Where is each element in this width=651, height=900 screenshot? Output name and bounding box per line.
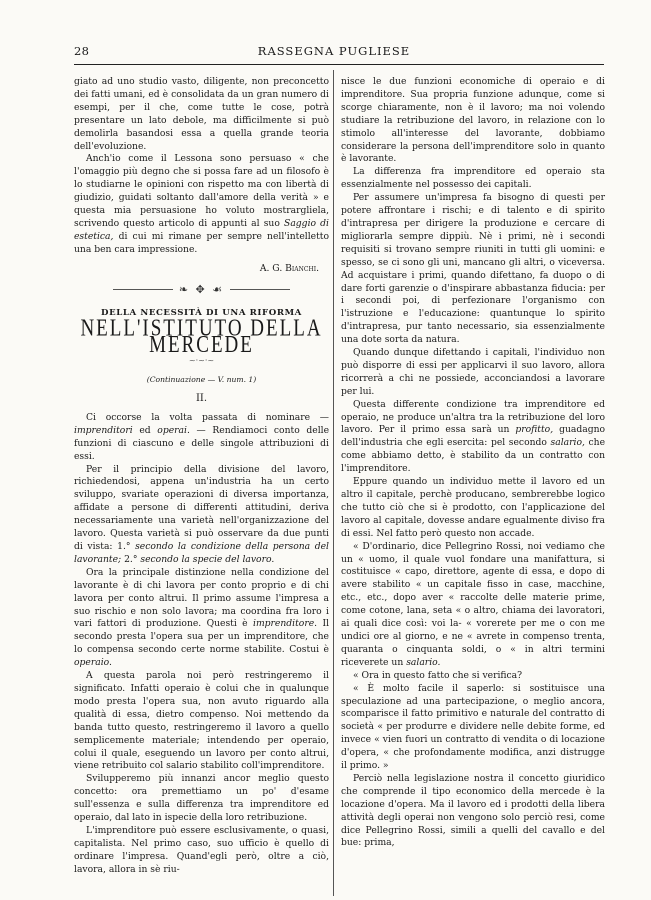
- page-number: 28: [74, 44, 90, 58]
- quotation: « D'ordinario, dice Pellegrino Rossi, noi vediamo che un « uomo, il quale vuol fondare una manifattura, si costituisce « capo, direttore, agente di essa, e dopo di avere stabilito « un capitale fisso in case, macchine, etc., etc., dopo aver « raccolte delle materie prime, come cotone, lana, seta « o altro, chiama dei lavoratori, ai quali dice così: voi la- « vorerete per me o con me undici ore al giorno, e ne « avrete in compenso trenta, quaranta o cinquanta soldi, o « in altri termini riceverete un salario.: [341, 540, 605, 668]
- paragraph: giato ad uno studio vasto, diligente, non preconcetto dei fatti umani, ed è consolidata da un gran numero di esempi, per il che, come tutte le cose, potrà presentare un lato debole, ma difficilmente si può demolirla basandosi essa a quella grande teoria dell'evoluzione.: [74, 76, 329, 152]
- paragraph: Quando dunque difettando i capitali, l'individuo non può disporre di essi per applicarvi il suo lavoro, allora ricorrerà a chi ne possiede, acconciandosi a lavorare per lui.: [341, 347, 605, 397]
- title-ornament: ~·~·~: [188, 356, 215, 366]
- quotation: « È molto facile il saperlo: si sostituisce una speculazione ad una partecipazione, o meglio ancora, scomparisce il fatto primitivo e naturale del contratto di società « per produrre e dividere nelle debite forme, ed invece « vien fuori un contratto di vendita o di locazione d'opera, « che profondamente modifica, anzi distrugge il primo. »: [341, 682, 605, 772]
- continuation-note: (Continuazione — V. num. 1): [146, 375, 257, 385]
- paragraph: Perciò nella legislazione nostra il concetto giuridico che comprende il tipo economico della mercede è la locazione d'opera. Ma il lavoro ed i prodotti della libera attività degli operai non vengono solo perciò resi, come dice Pellegrino Rossi, simili a quelli del cavallo e del bue: prima,: [341, 772, 605, 849]
- section-ornament: ❧ ✥ ☙: [74, 284, 329, 297]
- right-column: [341, 76, 605, 850]
- paragraph: nisce le due funzioni economiche di operaio e di imprenditore. Sua propria funzione adunque, come si scorge chiaramente, non è il lavoro; ma noi volendo studiare la retribuzione del lavoro, in relazione con lo stimolo all'interesse del lavorante, dobbiamo considerare la persona dell'imprenditore solo in quanto è lavorante.: [341, 76, 605, 165]
- running-title: RASSEGNA PUGLIESE: [257, 44, 411, 58]
- paragraph: La differenza fra imprenditore ed operaio sta essenzialmente nel possesso dei capitali.: [341, 166, 605, 191]
- paragraph: A questa parola noi però restringeremo il significato. Infatti operaio è colui che in qualunque modo presta l'opera sua, non avuto riguardo alla qualità di essa, dietro compenso. Noi mettendo da banda tutto questo, restringeremo il lavoro a quello semplicemente materiale; intendendo per operaio, colui il quale, eseguendo un lavoro per conto altrui, viene retribuito col salario stabilito coll'imprenditore.: [74, 670, 329, 772]
- paragraph: L'imprenditore può essere esclusivamente, o quasi, capitalista. Nel primo caso, suo ufficio è quello di ordinare l'impresa. Quand'egli però, oltre a ciò, lavora, allora in sè riu-: [74, 824, 329, 875]
- paragraph: Per il principio della divisione del lavoro, richiedendosi, appena un'industria ha un certo sviluppo, svariate operazioni di diversa importanza, affidate a persone di differenti attitudini, deriva necessariamente una varietà nell'organizzazione del lavoro. Questa varietà si può osservare da due punti di vista: 1.° secondo la condizione della persona del lavorante; 2.° secondo la specie del lavoro.: [74, 463, 329, 565]
- paragraph: Svilupperemo più innanzi ancor meglio questo concetto: ora premettiamo un po' d'esame sull'essenza e sulla differenza tra imprenditore ed operaio, dal lato in ispecie della loro retribuzione.: [74, 773, 329, 824]
- paragraph: Ci occorse la volta passata di nominare — imprenditori ed operai. — Rendiamoci conto delle funzioni di ciascuno e delle singole attribuzioni di essi.: [74, 411, 330, 462]
- running-header: [74, 40, 594, 60]
- paragraph: Ora la principale distinzione nella condizione del lavorante è di chi lavora per conto proprio e di chi lavora per conto altrui. Il primo assume l'impresa a suo rischio e non solo lavora; ma coordina fra loro i vari fattori di produzione. Questi è imprenditore. Il secondo presta l'opera sua per un imprenditore, che lo compensa secondo certe norme stabilite. Costui è operaio.: [74, 566, 330, 669]
- paragraph: Questa differente condizione tra imprenditore ed operaio, ne produce un'altra tra la retribuzione del loro lavoro. Per il primo essa sarà un profitto, guadagno dell'industria che egli esercita: pel secondo salario, che come abbiamo detto, è stabilito da un contratto con l'imprenditore.: [341, 398, 606, 475]
- article-title: NELL'ISTITUTO DELLA MERCEDE: [80, 315, 323, 359]
- paragraph: Eppure quando un individuo mette il lavoro ed un altro il capitale, perchè producano, sembrerebbe logico che tutto ciò che si è prodotto, con l'applicazione del lavoro al capitale, dovesse andare egualmente diviso fra di essi. Nel fatto però questo non accade.: [341, 476, 605, 539]
- quotation: « Ora in questo fatto che si verifica?: [353, 669, 523, 681]
- section-numeral: II.: [195, 393, 208, 405]
- header-rule: [74, 64, 604, 65]
- left-column: [74, 76, 329, 877]
- paragraph: Per assumere un'impresa fa bisogno di questi per potere affrontare i rischi; e di talento e di spirito d'intrapresa per dirigere la produzione e cercare di migliorarla sempre dippiù. Nè i primi, nè i secondi requisiti si trovano sempre riuniti in tutti gli uomini: e spesso, se ci sono gli uni, mancano gli altri, o viceversa. Ad acquistare i primi, quando difettano, fa duopo o di dare forti garenzie o d'inspirare abbastanza fiducia: per i secondi poi, di perfezionare l'organismo con l'istruzione e l'educazione: quantunque lo spirito d'intrapresa, pur tanto necessario, sia essenzialmente una dote sorta da natura.: [341, 192, 605, 346]
- article-kicker: DELLA NECESSITÀ DI UNA RIFORMA: [101, 307, 302, 318]
- column-divider: [333, 70, 334, 896]
- paragraph: Anch'io come il Lessona sono persuaso « che l'omaggio più degno che si possa fare ad un filosofo è lo studiarne le opinioni con rispetto ma con libertà di giudizio, guidati soltanto dall'amore della verità » e questa mia persuasione ho voluto mostrargliela, scrivendo questo articolo di appunti al suo Saggio di estetica, di cui mi rimane per sempre nell'intelletto una ben cara impressione.: [74, 153, 330, 255]
- author-signature: A. G. Bianchi.: [259, 262, 319, 274]
